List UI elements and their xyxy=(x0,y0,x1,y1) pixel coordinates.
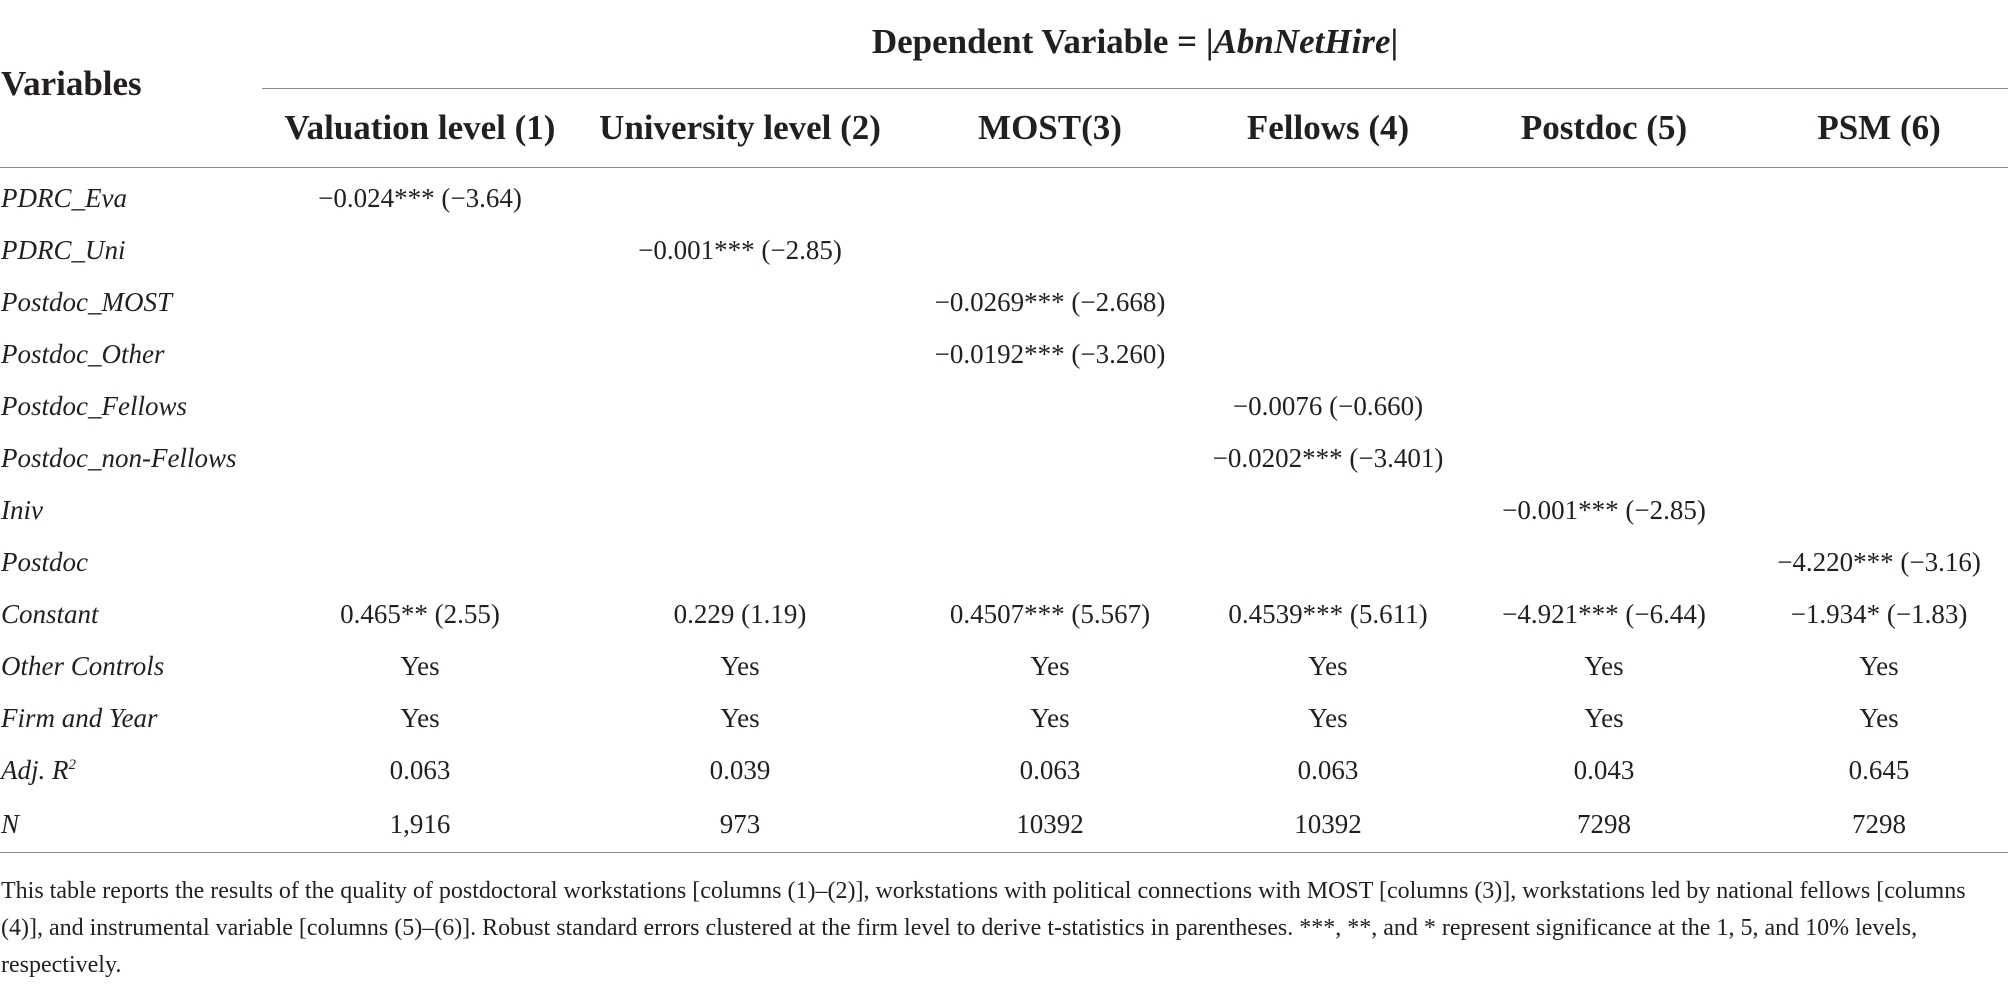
table-cell-col-5: Yes xyxy=(1584,650,1624,681)
table-cell-col-1 xyxy=(262,484,578,536)
table-cell-col-6: 7298 xyxy=(1750,796,2008,853)
table-row xyxy=(0,168,2008,225)
table-cell-col-5: Yes xyxy=(1584,702,1624,733)
table-row xyxy=(0,796,2008,853)
row-variable-name xyxy=(0,168,262,225)
table-cell-col-2: 0.039 xyxy=(709,754,771,785)
table-cell-col-4 xyxy=(1198,484,1458,536)
table-cell-col-4 xyxy=(1198,276,1458,328)
table-row xyxy=(0,224,2008,276)
row-variable-label: PDRC_Eva xyxy=(1,182,127,213)
table-row xyxy=(0,432,2008,484)
table-cell-col-2 xyxy=(578,380,902,432)
table-cell-col-3: −0.0269*** (−2.668) xyxy=(934,286,1166,317)
row-variable-name xyxy=(0,380,262,432)
table-cell-col-6: Yes xyxy=(1859,650,1899,681)
table-cell-col-1 xyxy=(262,432,578,484)
table-cell-col-2: 0.229 (1.19) xyxy=(673,598,807,629)
table-cell-col-6: −4.220*** (−3.16) xyxy=(1777,546,1981,577)
row-variable-name xyxy=(0,692,262,744)
table-row xyxy=(0,588,2008,640)
table-cell-col-3: Yes xyxy=(1030,650,1070,681)
table-cell-col-4: −0.0202*** (−3.401) xyxy=(1212,442,1444,473)
table-footnote: This table reports the results of the quality of postdoctoral workstations [columns (1)–(2)], workstations with political connections with MOST [columns (3)], workstations led by national fellows [columns (4)], and instrumental variable [columns (5)–(6)]. Robust standard errors clustered at the firm level to derive t-statistics in parentheses. ***, **, and * represent significance at the 1, 5, and 10% levels, respectively. xyxy=(1,878,1966,978)
table-cell-col-3 xyxy=(902,484,1198,536)
row-variable-name xyxy=(0,224,262,276)
table-row xyxy=(0,484,2008,536)
table-cell-col-2: −0.001*** (−2.85) xyxy=(638,234,842,265)
table-cell-col-1: Yes xyxy=(400,702,440,733)
table-cell-col-1 xyxy=(262,276,578,328)
row-variable-name xyxy=(0,536,262,588)
table-cell-col-4: Yes xyxy=(1308,702,1348,733)
dependent-variable-prefix: Dependent Variable = | xyxy=(871,22,1214,61)
row-variable-name xyxy=(0,640,262,692)
row-variable-label: N xyxy=(1,808,20,839)
table-cell-col-2 xyxy=(578,484,902,536)
table-cell-col-6 xyxy=(1750,432,2008,484)
column-header-2: University level (2) xyxy=(578,89,902,168)
table-cell-col-4 xyxy=(1198,536,1458,588)
table-cell-col-4 xyxy=(1198,168,1458,225)
table-cell-col-1: 0.063 xyxy=(389,754,451,785)
table-header xyxy=(0,0,2008,168)
table-cell-col-6: 0.645 xyxy=(1848,754,1910,785)
table-cell-col-5: 0.043 xyxy=(1573,754,1635,785)
table-cell-col-2 xyxy=(578,276,902,328)
table-cell-col-3: Yes xyxy=(1030,702,1070,733)
table-cell-col-3: 10392 xyxy=(902,796,1198,853)
table-cell-col-1: 1,916 xyxy=(262,796,578,853)
table-cell-col-5 xyxy=(1458,224,1750,276)
table-body xyxy=(0,168,2008,853)
table-cell-col-4: −0.0076 (−0.660) xyxy=(1232,390,1424,421)
row-variable-label: Postdoc xyxy=(1,546,88,577)
table-cell-col-6 xyxy=(1750,224,2008,276)
table-cell-col-2 xyxy=(578,432,902,484)
column-header-3: MOST(3) xyxy=(902,89,1198,168)
table-cell-col-6 xyxy=(1750,380,2008,432)
table-cell-col-2: Yes xyxy=(720,650,760,681)
table-cell-col-6 xyxy=(1750,168,2008,225)
row-variable-name xyxy=(0,432,262,484)
table-cell-col-4: 10392 xyxy=(1198,796,1458,853)
row-variable-name xyxy=(0,276,262,328)
table-cell-col-3 xyxy=(902,168,1198,225)
row-variable-label: Firm and Year xyxy=(1,702,158,733)
column-header-6: PSM (6) xyxy=(1750,89,2008,168)
table-cell-col-3 xyxy=(902,380,1198,432)
table-row xyxy=(0,380,2008,432)
row-variable-label: PDRC_Uni xyxy=(1,234,126,265)
table-cell-col-5 xyxy=(1458,432,1750,484)
table-cell-col-3 xyxy=(902,432,1198,484)
variables-label: Variables xyxy=(1,63,142,103)
dependent-variable-header xyxy=(262,0,2008,89)
row-variable-label: Constant xyxy=(1,598,99,629)
table-row xyxy=(0,536,2008,588)
dependent-variable-suffix: | xyxy=(1390,22,1399,61)
table-cell-col-2: Yes xyxy=(720,702,760,733)
table-cell-col-4: 0.063 xyxy=(1297,754,1359,785)
table-cell-col-3 xyxy=(902,536,1198,588)
row-variable-label: Other Controls xyxy=(1,650,165,681)
table-cell-col-5 xyxy=(1458,276,1750,328)
table-cell-col-6 xyxy=(1750,276,2008,328)
row-variable-name xyxy=(0,796,262,853)
row-variable-label: Adj. R xyxy=(1,754,69,785)
table-cell-col-6: −1.934* (−1.83) xyxy=(1790,598,1968,629)
table-cell-col-2 xyxy=(578,168,902,225)
table-row xyxy=(0,692,2008,744)
table-cell-col-5: 7298 xyxy=(1458,796,1750,853)
table-cell-col-6 xyxy=(1750,484,2008,536)
table-cell-col-1 xyxy=(262,328,578,380)
column-header-4: Fellows (4) xyxy=(1198,89,1458,168)
row-variable-label: Postdoc_MOST xyxy=(1,286,172,317)
table-cell-col-4: 0.4539*** (5.611) xyxy=(1228,598,1428,629)
table-cell-col-1: Yes xyxy=(400,650,440,681)
table-cell-col-6 xyxy=(1750,328,2008,380)
table-row xyxy=(0,328,2008,380)
row-variable-label: Iniv xyxy=(1,494,43,525)
table-cell-col-1: −0.024*** (−3.64) xyxy=(318,182,522,213)
row-variable-label: Postdoc_Fellows xyxy=(1,390,187,421)
row-variable-name xyxy=(0,484,262,536)
table-cell-col-3: 0.4507*** (5.567) xyxy=(949,598,1151,629)
table-cell-col-2: 973 xyxy=(578,796,902,853)
table-cell-col-6: Yes xyxy=(1859,702,1899,733)
variables-column-header xyxy=(0,0,262,168)
table-cell-col-5: −4.921*** (−6.44) xyxy=(1502,598,1706,629)
table-cell-col-1: 0.465** (2.55) xyxy=(340,598,500,629)
table-cell-col-1 xyxy=(262,380,578,432)
row-variable-name xyxy=(0,744,262,796)
table-cell-col-4 xyxy=(1198,224,1458,276)
table-cell-col-5 xyxy=(1458,536,1750,588)
row-variable-name xyxy=(0,328,262,380)
table-cell-col-5 xyxy=(1458,328,1750,380)
row-variable-label: Postdoc_non-Fellows xyxy=(1,442,237,473)
table-cell-col-5 xyxy=(1458,168,1750,225)
column-header-5: Postdoc (5) xyxy=(1458,89,1750,168)
table-cell-col-4 xyxy=(1198,328,1458,380)
table-cell-col-3 xyxy=(902,224,1198,276)
table-cell-col-2 xyxy=(578,536,902,588)
table-cell-col-3: −0.0192*** (−3.260) xyxy=(934,338,1166,369)
table-cell-col-3: 0.063 xyxy=(1019,754,1081,785)
table-row xyxy=(0,276,2008,328)
table-cell-col-1 xyxy=(262,224,578,276)
table-cell-col-1 xyxy=(262,536,578,588)
table-cell-col-4: Yes xyxy=(1308,650,1348,681)
table-row xyxy=(0,640,2008,692)
table-cell-col-5 xyxy=(1458,380,1750,432)
column-header-1: Valuation level (1) xyxy=(262,89,578,168)
table-row xyxy=(0,744,2008,796)
table-cell-col-5: −0.001*** (−2.85) xyxy=(1502,494,1706,525)
table-cell-col-2 xyxy=(578,328,902,380)
row-variable-label: Postdoc_Other xyxy=(1,338,165,369)
dependent-variable-name: AbnNetHire xyxy=(1213,22,1391,61)
row-variable-name xyxy=(0,588,262,640)
row-variable-superscript: 2 xyxy=(68,756,76,773)
